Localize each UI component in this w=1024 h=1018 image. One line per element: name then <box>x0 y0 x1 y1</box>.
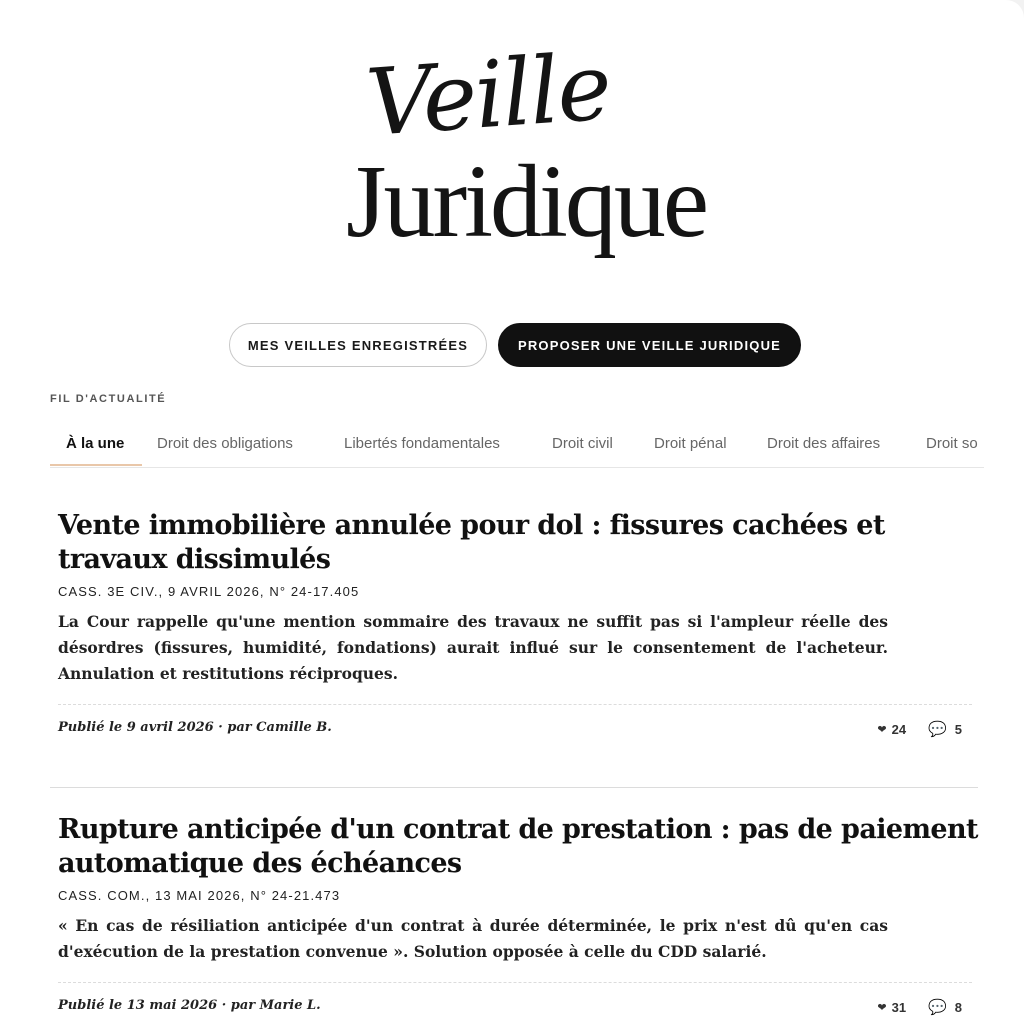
like-count[interactable] <box>877 722 906 737</box>
article-reference: CASS. COM., 13 MAI 2026, N° 24-21.473 <box>58 888 341 903</box>
article-summary: « En cas de résiliation anticipée d'un contrat à durée déterminée, le prix n'est dû qu'en cas d'exécution de la prestation convenue ». Solution opposée à celle du CDD salarié. <box>58 916 888 961</box>
article-divider <box>50 787 978 788</box>
action-buttons <box>0 323 1024 367</box>
comment-count-value: 5 <box>954 721 962 737</box>
article-card[interactable] <box>50 509 978 749</box>
article-stats <box>877 720 962 738</box>
active-tab-indicator <box>50 464 142 466</box>
like-count-value: 24 <box>891 721 907 737</box>
feed-section-label: FIL D'ACTUALITÉ <box>50 393 167 405</box>
tab-droit-social[interactable]: Droit so <box>926 434 978 452</box>
site-logo[interactable] <box>340 33 707 263</box>
article-card[interactable] <box>50 813 978 1018</box>
article-meta: Publié le 13 mai 2026 · par Marie L. <box>58 998 321 1013</box>
tab-droit-civil[interactable]: Droit civil <box>552 434 613 452</box>
comment-bubble-icon: 💬 <box>928 721 947 738</box>
article-meta: Publié le 9 avril 2026 · par Camille B. <box>58 720 332 735</box>
saved-watches-button[interactable]: MES VEILLES ENREGISTRÉES <box>229 323 487 367</box>
article-title[interactable]: Rupture anticipée d'un contrat de prestation : pas de paiement automatique des échéances <box>58 814 978 879</box>
article-summary: La Cour rappelle qu'une mention sommaire des travaux ne suffit pas si l'ampleur réelle des désordres (fissures, humidité, fondations) aurait influé sur le consentement de l'acheteur. Annulation et restitutions réciproques. <box>58 612 888 683</box>
heart-icon: ❤ <box>877 723 887 736</box>
comment-count[interactable] <box>928 720 962 738</box>
comment-count[interactable] <box>928 998 962 1016</box>
tab-a-la-une[interactable]: À la une <box>66 434 125 452</box>
logo-main-word: Juridique <box>346 144 707 259</box>
tab-libertes-fondamentales[interactable]: Libertés fondamentales <box>344 434 500 452</box>
comment-bubble-icon: 💬 <box>928 999 947 1016</box>
like-count-value: 31 <box>891 999 907 1015</box>
tab-droit-des-affaires[interactable]: Droit des affaires <box>767 434 881 452</box>
article-separator <box>58 704 972 705</box>
article-reference: CASS. 3E CIV., 9 AVRIL 2026, N° 24-17.405 <box>58 584 360 599</box>
like-count[interactable] <box>877 1000 906 1015</box>
propose-watch-button[interactable]: PROPOSER UNE VEILLE JURIDIQUE <box>498 323 801 367</box>
logo-script-word: Veille <box>363 33 614 157</box>
article-title[interactable]: Vente immobilière annulée pour dol : fissures cachées et travaux dissimulés <box>58 510 885 575</box>
comment-count-value: 8 <box>954 999 962 1015</box>
article-separator <box>58 982 972 983</box>
topic-tabs <box>50 420 984 468</box>
article-stats <box>877 998 962 1016</box>
tab-droit-des-obligations[interactable]: Droit des obligations <box>157 434 293 452</box>
heart-icon: ❤ <box>877 1001 887 1014</box>
tab-droit-penal[interactable]: Droit pénal <box>654 434 727 452</box>
